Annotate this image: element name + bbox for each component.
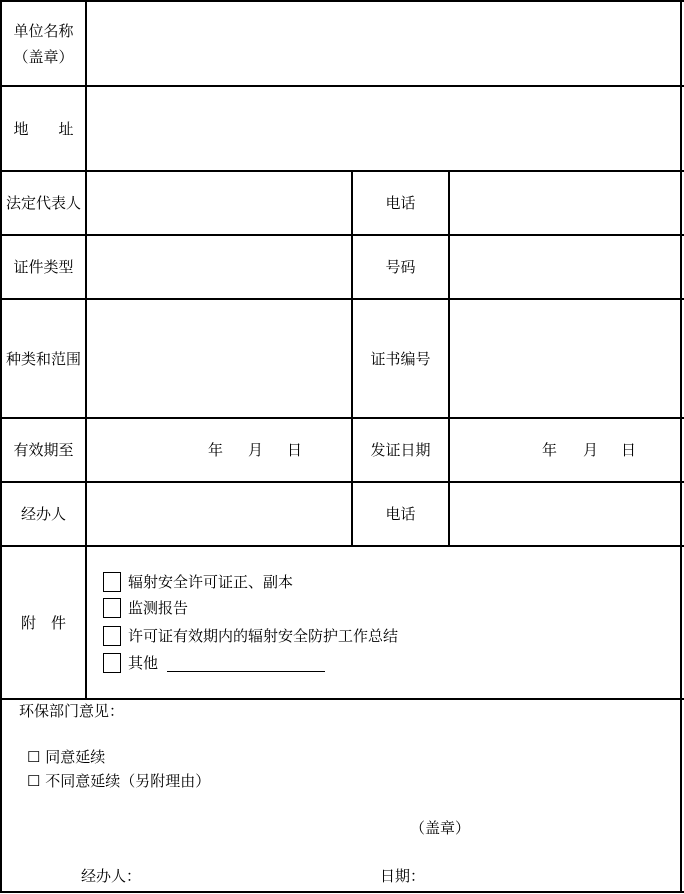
address-label: 地 址 (13, 119, 74, 138)
id-number-label: 号码 (385, 258, 416, 276)
opinion-handler-label: 经办人： (81, 867, 142, 885)
opinion-date-label: 日期： (380, 867, 426, 885)
valid-until-field[interactable] (87, 419, 351, 481)
opinion-title: 环保部门意见： (19, 702, 125, 720)
unit-name-field[interactable] (87, 2, 680, 85)
table-border-right (680, 0, 682, 893)
attachment-label: 许可证有效期内的辐射安全防护工作总结 (128, 627, 399, 645)
handler-label: 经办人 (20, 505, 66, 523)
id-type-label: 证件类型 (13, 258, 74, 276)
attachment-label: 辐射安全许可证正、副本 (128, 573, 294, 591)
handler-phone-label: 电话 (385, 505, 416, 523)
issue-date-field[interactable] (450, 419, 680, 481)
legal-rep-label: 法定代表人 (5, 194, 81, 212)
month-unit: 月 (248, 441, 264, 459)
category-scope-field[interactable] (87, 300, 351, 417)
table-border-bottom (0, 891, 684, 893)
handler-phone-field[interactable] (450, 483, 680, 545)
attachments-label: 附 件 (20, 613, 66, 632)
year-unit: 年 (208, 441, 224, 459)
address-field[interactable] (87, 87, 680, 170)
attachment-label: 监测报告 (128, 599, 189, 617)
month-unit: 月 (583, 441, 599, 459)
seal-note: （盖章） (13, 47, 74, 66)
issue-date-label: 发证日期 (370, 441, 431, 459)
row-divider (0, 698, 684, 700)
cert-number-field[interactable] (450, 300, 680, 417)
row-divider (0, 545, 684, 547)
attachment-label: 其他 (128, 654, 159, 672)
legal-rep-field[interactable] (87, 172, 351, 234)
id-type-field[interactable] (87, 236, 351, 298)
valid-until-label: 有效期至 (13, 441, 74, 459)
id-number-field[interactable] (450, 236, 680, 298)
day-unit: 日 (621, 441, 637, 459)
day-unit: 日 (287, 441, 303, 459)
category-scope-label: 种类和范围 (5, 349, 81, 368)
unit-name-text: 单位名称 (13, 21, 74, 40)
attachment-checkbox[interactable] (103, 572, 121, 592)
attachment-checkbox[interactable] (103, 598, 121, 618)
agree-option[interactable]: ☐ 同意延续 (27, 748, 106, 766)
phone-label: 电话 (385, 194, 416, 212)
opinion-seal: （盖章） (410, 819, 471, 837)
handler-field[interactable] (87, 483, 351, 545)
year-unit: 年 (542, 441, 558, 459)
phone-field[interactable] (450, 172, 680, 234)
attachment-checkbox[interactable] (103, 626, 121, 646)
cert-number-label: 证书编号 (370, 349, 431, 368)
disagree-option[interactable]: ☐ 不同意延续（另附理由） (27, 772, 211, 790)
unit-name-label (2, 2, 85, 85)
other-fill-line[interactable] (167, 671, 325, 672)
attachment-checkbox[interactable] (103, 653, 121, 673)
